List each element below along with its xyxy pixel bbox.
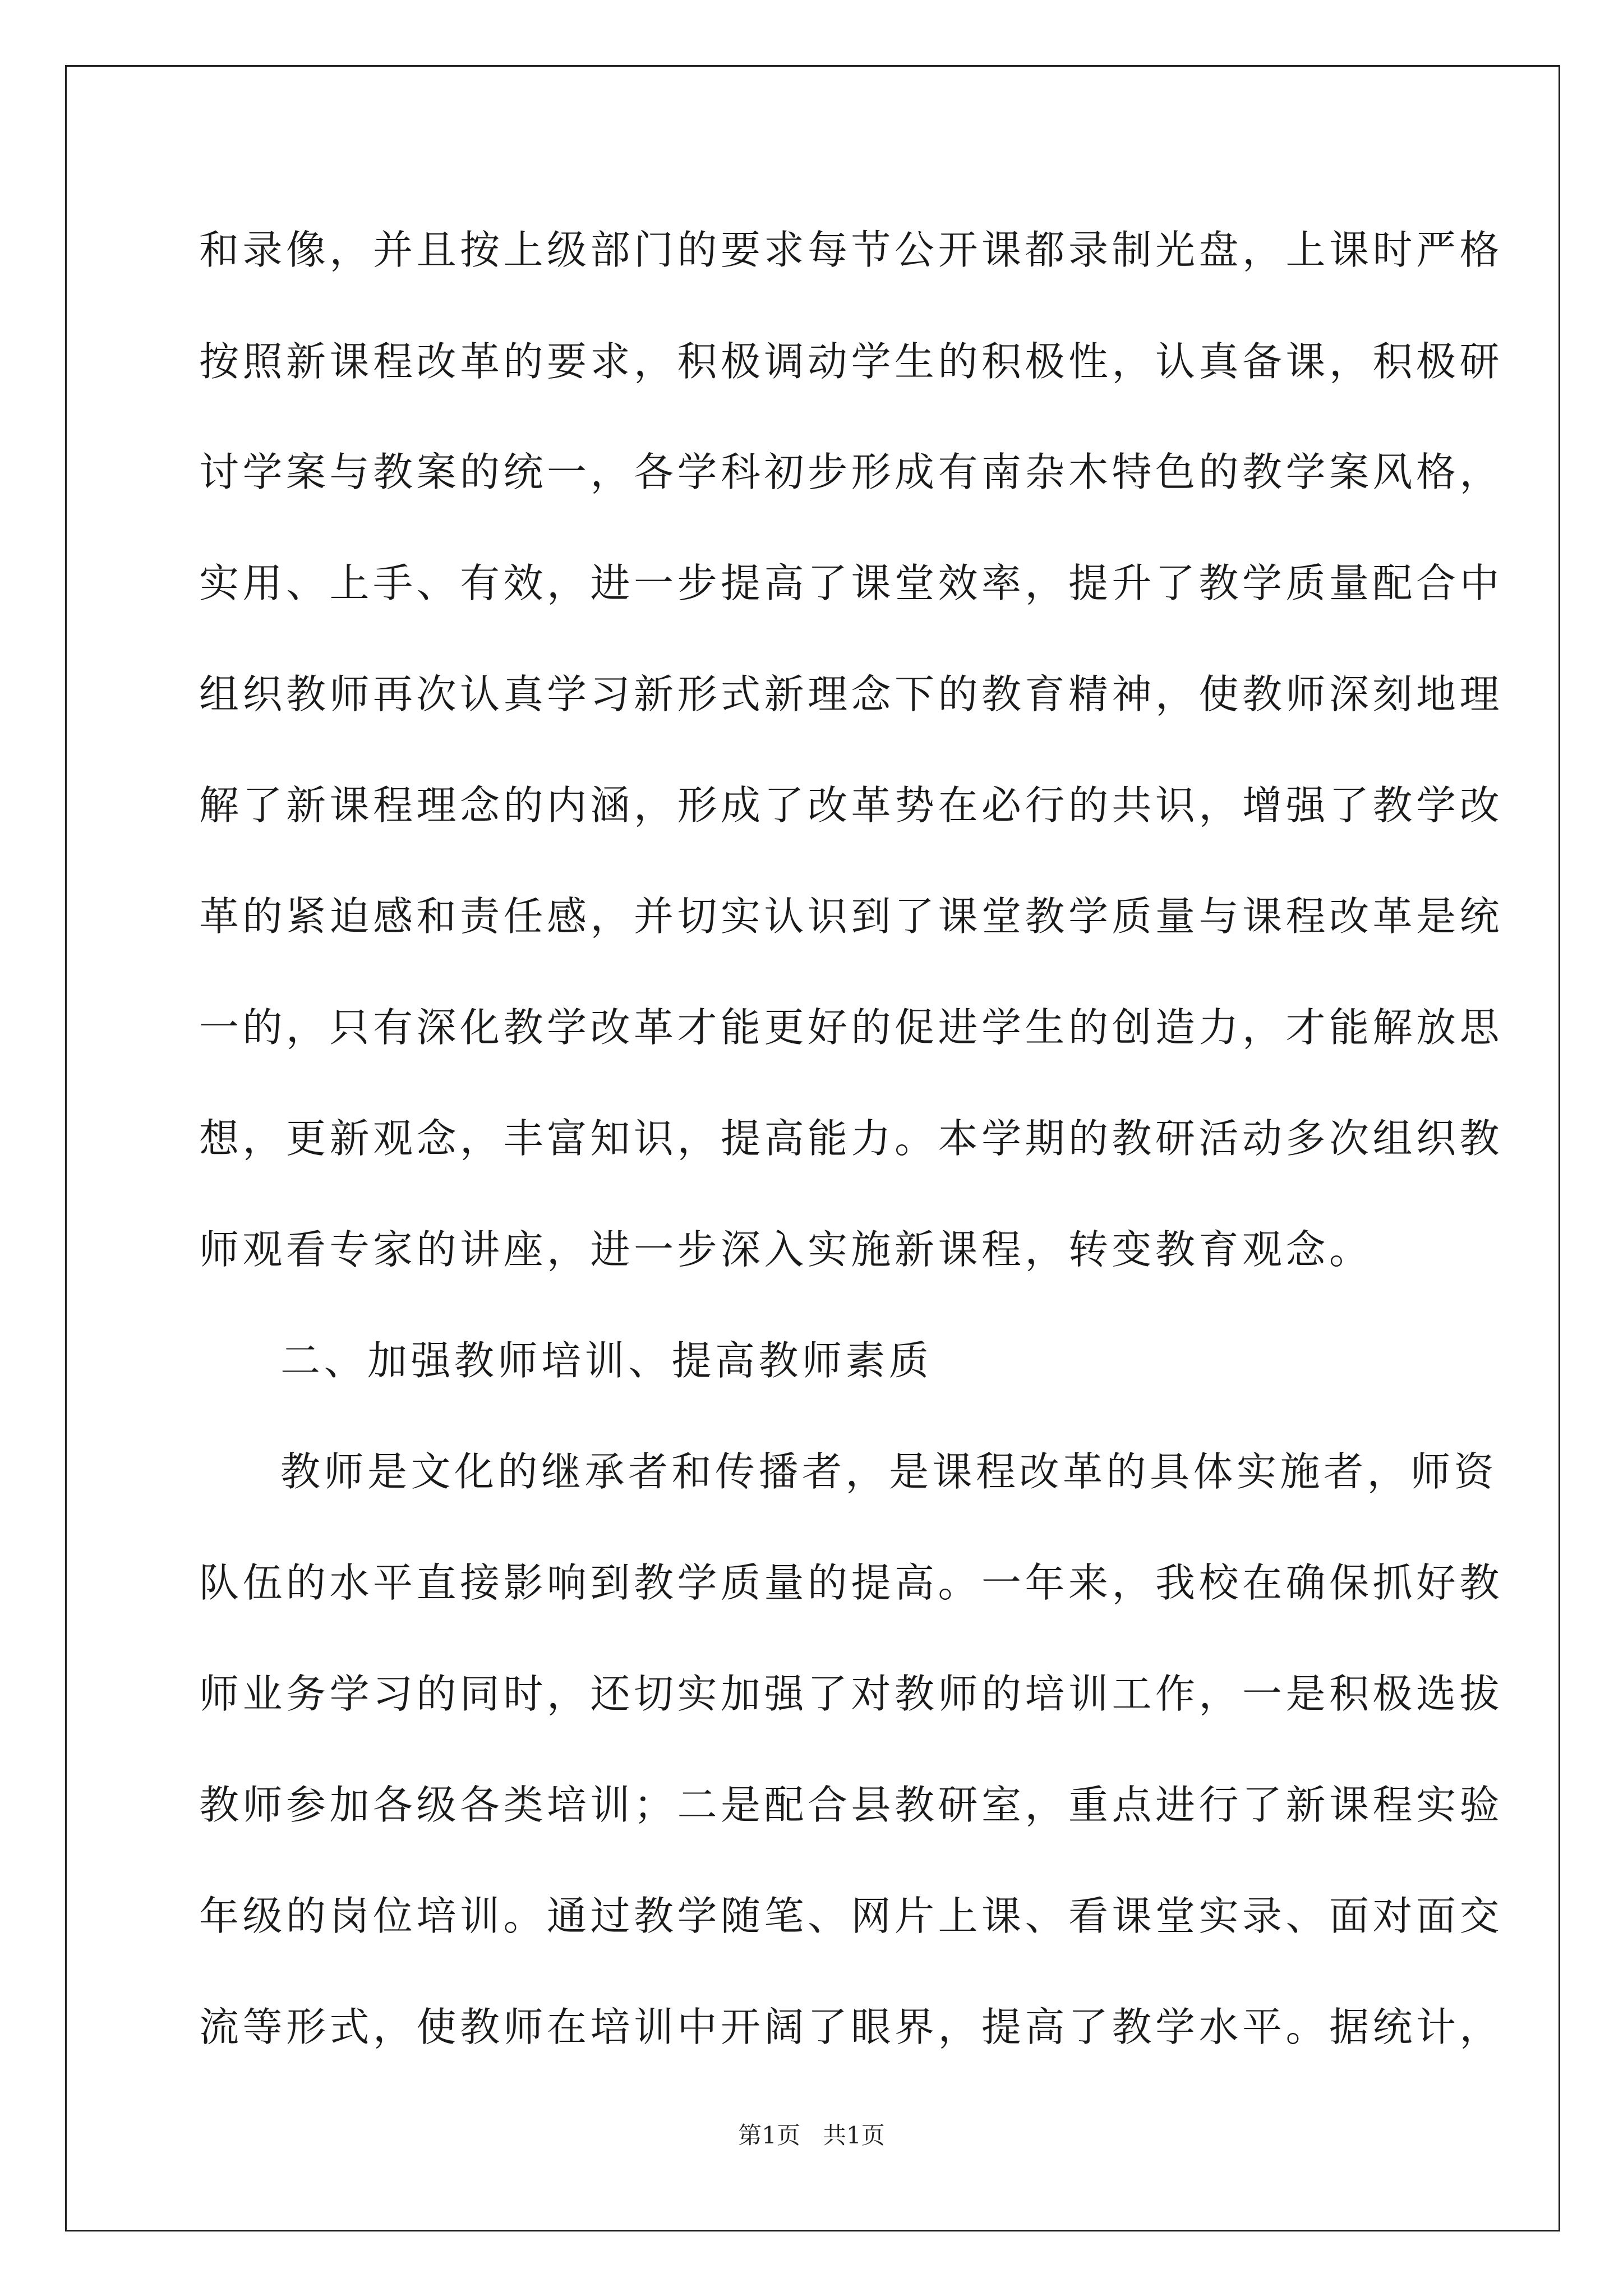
paragraph-line: 流等形式，使教师在培训中开阔了眼界，提高了教学水平。据统计， xyxy=(199,2004,1504,2050)
paragraph-line: 和录像，并且按上级部门的要求每节公开课都录制光盘，上课时严格 xyxy=(199,227,1504,273)
paragraph-line: 师观看专家的讲座，进一步深入实施新课程，转变教育观念。 xyxy=(199,1226,1373,1273)
paragraph-line: 师业务学习的同时，还切实加强了对教师的培训工作，一是积极选拔 xyxy=(199,1671,1504,1717)
paragraph-line: 组织教师再次认真学习新形式新理念下的教育精神，使教师深刻地理 xyxy=(199,671,1504,717)
paragraph-line: 解了新课程理念的内涵，形成了改革势在必行的共识，增强了教学改 xyxy=(199,782,1504,829)
section-heading: 二、加强教师培训、提高教师素质 xyxy=(280,1337,933,1384)
paragraph-line: 教师参加各级各类培训；二是配合县教研室，重点进行了新课程实验 xyxy=(199,1782,1504,1828)
paragraph-line: 教师是文化的继承者和传播者，是课程改革的具体实施者，师资 xyxy=(280,1448,1498,1495)
page-footer: 第1页 共1页 xyxy=(738,2122,885,2149)
paragraph-line: 革的紧迫感和责任感，并切实认识到了课堂教学质量与课程改革是统 xyxy=(199,893,1504,940)
paragraph-line: 按照新课程改革的要求，积极调动学生的积极性，认真备课，积极研 xyxy=(199,338,1504,385)
paragraph-line: 想，更新观念，丰富知识，提高能力。本学期的教研活动多次组织教 xyxy=(199,1115,1504,1162)
paragraph-line: 年级的岗位培训。通过教学随笔、网片上课、看课堂实录、面对面交 xyxy=(199,1893,1504,1939)
paragraph-line: 讨学案与教案的统一，各学科初步形成有南杂木特色的教学案风格， xyxy=(199,449,1504,495)
paragraph-line: 实用、上手、有效，进一步提高了课堂效率，提升了教学质量配合中 xyxy=(199,560,1504,606)
paragraph-line: 一的，只有深化教学改革才能更好的促进学生的创造力，才能解放思 xyxy=(199,1004,1504,1051)
paragraph-line: 队伍的水平直接影响到教学质量的提高。一年来，我校在确保抓好教 xyxy=(199,1559,1504,1606)
